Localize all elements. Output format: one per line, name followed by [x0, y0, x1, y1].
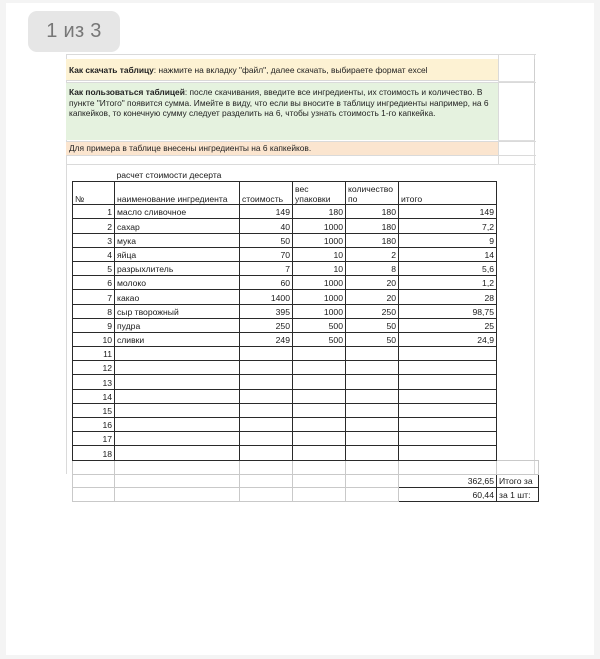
- empty-cell: [73, 474, 115, 488]
- row-number: 8: [73, 304, 115, 318]
- ingredient-cost: [240, 418, 293, 432]
- ingredient-cost: 50: [240, 233, 293, 247]
- usage-instructions: [66, 83, 498, 140]
- package-weight: 1000: [293, 304, 346, 318]
- row-spacer: [497, 389, 539, 403]
- package-weight: 180: [293, 205, 346, 219]
- caption-row: [73, 168, 539, 182]
- per-unit-total-label: за 1 шт:: [497, 488, 539, 502]
- row-number: 15: [73, 403, 115, 417]
- row-total: 1,2: [399, 276, 497, 290]
- download-instructions: [66, 59, 498, 81]
- header-number: №: [73, 182, 115, 205]
- ingredient-name: [115, 375, 240, 389]
- row-spacer: [497, 347, 539, 361]
- row-number: 10: [73, 332, 115, 346]
- used-quantity: [346, 432, 399, 446]
- table-caption: расчет стоимости десерта: [115, 168, 293, 182]
- empty-cell: [346, 474, 399, 488]
- empty-cell: [293, 488, 346, 502]
- ingredient-name: [115, 446, 240, 460]
- per-unit-total-value: 60,44: [399, 488, 497, 502]
- ingredient-cost: [240, 375, 293, 389]
- ingredient-name: яйца: [115, 247, 240, 261]
- ingredient-cost: 40: [240, 219, 293, 233]
- ingredient-name: масло сливочное: [115, 205, 240, 219]
- ingredient-name: мука: [115, 233, 240, 247]
- empty-cell: [497, 460, 539, 474]
- table-row: [73, 205, 539, 219]
- used-quantity: 20: [346, 290, 399, 304]
- used-quantity: 50: [346, 332, 399, 346]
- table-row: [73, 403, 539, 417]
- package-weight: [293, 361, 346, 375]
- header-spacer: [497, 182, 539, 205]
- ingredient-cost: [240, 403, 293, 417]
- table-row: [73, 375, 539, 389]
- per-unit-total-row: [73, 488, 539, 502]
- row-spacer: [497, 432, 539, 446]
- ingredient-cost: 7: [240, 261, 293, 275]
- ingredient-name: [115, 432, 240, 446]
- empty-cell: [73, 488, 115, 502]
- row-number: 6: [73, 276, 115, 290]
- grid-line: [66, 155, 536, 156]
- row-number: 5: [73, 261, 115, 275]
- row-number: 14: [73, 389, 115, 403]
- spreadsheet-page: [6, 3, 594, 655]
- ingredient-name: молоко: [115, 276, 240, 290]
- row-number: 12: [73, 361, 115, 375]
- row-total: [399, 432, 497, 446]
- caption-spacer: [73, 168, 115, 182]
- empty-cell: [115, 460, 240, 474]
- package-weight: [293, 418, 346, 432]
- ingredient-cost: [240, 361, 293, 375]
- used-quantity: 8: [346, 261, 399, 275]
- row-number: 16: [73, 418, 115, 432]
- ingredient-name: сливки: [115, 332, 240, 346]
- ingredient-cost: 249: [240, 332, 293, 346]
- used-quantity: 50: [346, 318, 399, 332]
- table-row: [73, 361, 539, 375]
- caption-spacer: [293, 168, 539, 182]
- row-spacer: [497, 233, 539, 247]
- row-spacer: [497, 375, 539, 389]
- empty-cell: [115, 474, 240, 488]
- used-quantity: 250: [346, 304, 399, 318]
- row-total: [399, 361, 497, 375]
- ingredient-name: сыр творожный: [115, 304, 240, 318]
- header-row: [73, 182, 539, 205]
- ingredient-cost: [240, 446, 293, 460]
- row-total: [399, 375, 497, 389]
- usage-text: : после скачивания, введите все ингредиенты, их стоимость и количество. В пункте "Итого" появится сумма. Имейте в виду, что если вы вносите в таблицу ингредиенты например, на 6 капкейков, то конечную сумму следует разделить на 6, чтобы узнать стоимость 1-го капкейка.: [69, 87, 489, 119]
- overflow-cell: [498, 59, 535, 82]
- used-quantity: 2: [346, 247, 399, 261]
- table-row: [73, 347, 539, 361]
- package-weight: 10: [293, 247, 346, 261]
- empty-cell: [240, 474, 293, 488]
- ingredient-name: [115, 403, 240, 417]
- row-total: [399, 389, 497, 403]
- table-row: [73, 389, 539, 403]
- row-total: 9: [399, 233, 497, 247]
- row-total: [399, 403, 497, 417]
- package-weight: 500: [293, 318, 346, 332]
- row-number: 2: [73, 219, 115, 233]
- package-weight: 1000: [293, 219, 346, 233]
- header-weight: вес упаковки: [293, 182, 346, 205]
- table-row: [73, 233, 539, 247]
- package-weight: [293, 347, 346, 361]
- table-row: [73, 432, 539, 446]
- table-row: [73, 318, 539, 332]
- row-spacer: [497, 332, 539, 346]
- row-spacer: [497, 418, 539, 432]
- empty-cell: [346, 488, 399, 502]
- row-number: 18: [73, 446, 115, 460]
- row-total: [399, 418, 497, 432]
- usage-title: Как пользоваться таблицей: [69, 87, 185, 97]
- empty-cell: [293, 474, 346, 488]
- used-quantity: [346, 446, 399, 460]
- ingredient-cost: 395: [240, 304, 293, 318]
- row-total: [399, 446, 497, 460]
- grand-total-label: Итого за: [497, 474, 539, 488]
- row-spacer: [497, 276, 539, 290]
- header-name: наименование ингредиента: [115, 182, 240, 205]
- row-number: 13: [73, 375, 115, 389]
- ingredient-cost: 1400: [240, 290, 293, 304]
- package-weight: [293, 446, 346, 460]
- used-quantity: [346, 375, 399, 389]
- used-quantity: 180: [346, 205, 399, 219]
- row-spacer: [497, 290, 539, 304]
- used-quantity: [346, 361, 399, 375]
- example-text: Для примера в таблице внесены ингредиенты на 6 капкейков.: [69, 143, 312, 153]
- package-weight: [293, 375, 346, 389]
- ingredient-name: [115, 361, 240, 375]
- grid-line: [66, 54, 536, 55]
- package-weight: 1000: [293, 290, 346, 304]
- ingredient-name: какао: [115, 290, 240, 304]
- cost-table: [72, 168, 539, 502]
- ingredient-name: пудра: [115, 318, 240, 332]
- ingredient-name: разрыхлитель: [115, 261, 240, 275]
- used-quantity: [346, 347, 399, 361]
- table-row: [73, 290, 539, 304]
- empty-cell: [293, 460, 346, 474]
- row-number: 17: [73, 432, 115, 446]
- ingredient-cost: 60: [240, 276, 293, 290]
- row-spacer: [497, 318, 539, 332]
- row-total: [399, 347, 497, 361]
- package-weight: 1000: [293, 233, 346, 247]
- row-spacer: [497, 304, 539, 318]
- row-total: 7,2: [399, 219, 497, 233]
- download-title: Как скачать таблицу: [69, 65, 154, 75]
- package-weight: 10: [293, 261, 346, 275]
- grid-line: [66, 164, 536, 165]
- ingredient-cost: 250: [240, 318, 293, 332]
- ingredient-cost: [240, 389, 293, 403]
- package-weight: 500: [293, 332, 346, 346]
- overflow-cell: [498, 83, 535, 141]
- ingredient-cost: 70: [240, 247, 293, 261]
- package-weight: 1000: [293, 276, 346, 290]
- row-total: 14: [399, 247, 497, 261]
- ingredient-name: [115, 389, 240, 403]
- row-number: 9: [73, 318, 115, 332]
- row-spacer: [497, 205, 539, 219]
- table-row: [73, 276, 539, 290]
- row-spacer: [497, 219, 539, 233]
- row-spacer: [497, 247, 539, 261]
- used-quantity: 180: [346, 219, 399, 233]
- row-total: 25: [399, 318, 497, 332]
- row-total: 28: [399, 290, 497, 304]
- table-row: [73, 304, 539, 318]
- grand-total-row: [73, 474, 539, 488]
- table-row: [73, 219, 539, 233]
- package-weight: [293, 403, 346, 417]
- row-total: 5,6: [399, 261, 497, 275]
- table-row: [73, 460, 539, 474]
- row-spacer: [497, 361, 539, 375]
- row-number: 11: [73, 347, 115, 361]
- header-cost: стоимость: [240, 182, 293, 205]
- used-quantity: [346, 389, 399, 403]
- row-number: 3: [73, 233, 115, 247]
- empty-cell: [240, 460, 293, 474]
- empty-cell: [115, 488, 240, 502]
- row-number: 4: [73, 247, 115, 261]
- empty-cell: [73, 460, 115, 474]
- row-spacer: [497, 403, 539, 417]
- header-quantity: количество по: [346, 182, 399, 205]
- grand-total-value: 362,65: [399, 474, 497, 488]
- empty-cell: [346, 460, 399, 474]
- row-spacer: [497, 446, 539, 460]
- row-total: 98,75: [399, 304, 497, 318]
- package-weight: [293, 389, 346, 403]
- used-quantity: [346, 403, 399, 417]
- header-total: итого: [399, 182, 497, 205]
- table-row: [73, 261, 539, 275]
- table-row: [73, 446, 539, 460]
- download-text: : нажмите на вкладку "файл", далее скачать, выбираете формат excel: [153, 65, 428, 75]
- page-indicator: 1 из 3: [28, 11, 120, 52]
- used-quantity: 20: [346, 276, 399, 290]
- row-spacer: [497, 261, 539, 275]
- row-total: 24,9: [399, 332, 497, 346]
- ingredient-cost: [240, 347, 293, 361]
- row-number: 7: [73, 290, 115, 304]
- empty-cell: [399, 460, 497, 474]
- example-note: [66, 142, 498, 155]
- table-row: [73, 418, 539, 432]
- ingredient-name: сахар: [115, 219, 240, 233]
- ingredient-cost: 149: [240, 205, 293, 219]
- package-weight: [293, 432, 346, 446]
- used-quantity: 180: [346, 233, 399, 247]
- table-row: [73, 247, 539, 261]
- used-quantity: [346, 418, 399, 432]
- ingredient-name: [115, 347, 240, 361]
- ingredient-cost: [240, 432, 293, 446]
- ingredient-name: [115, 418, 240, 432]
- row-number: 1: [73, 205, 115, 219]
- empty-cell: [240, 488, 293, 502]
- row-total: 149: [399, 205, 497, 219]
- table-row: [73, 332, 539, 346]
